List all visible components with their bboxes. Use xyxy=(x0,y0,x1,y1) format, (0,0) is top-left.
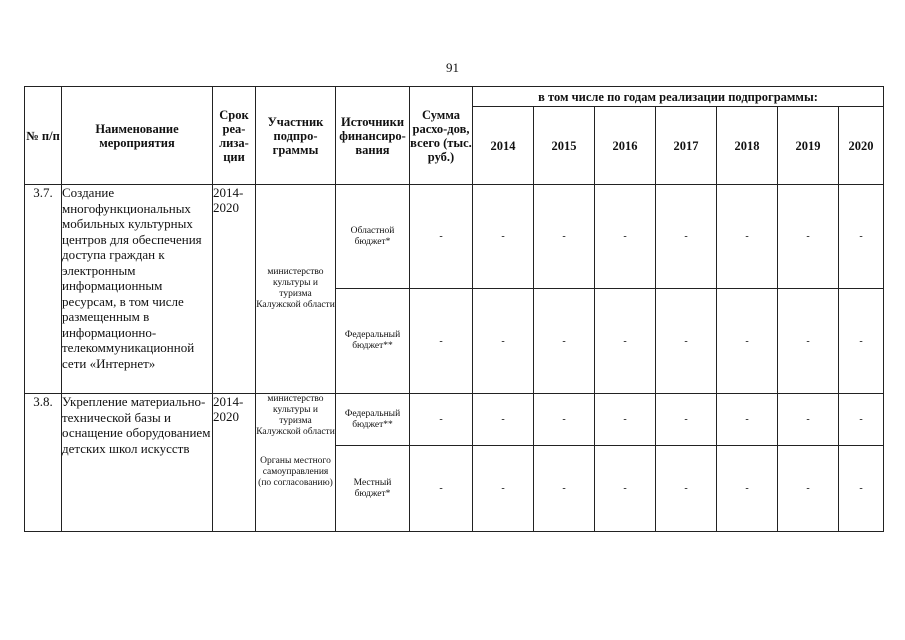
year-value: - xyxy=(534,185,595,289)
header-term: Срок реа-лиза-ции xyxy=(213,87,256,185)
activity-term: 2014-2020 xyxy=(213,394,256,532)
year-value: - xyxy=(717,289,778,394)
year-value: - xyxy=(534,394,595,446)
year-value: - xyxy=(656,289,717,394)
year-value: - xyxy=(839,394,884,446)
year-value: - xyxy=(717,446,778,532)
year-value: - xyxy=(473,289,534,394)
activity-participants xyxy=(256,394,336,532)
year-value: - xyxy=(473,446,534,532)
year-value: - xyxy=(839,289,884,394)
header-year-2020: 2020 xyxy=(839,107,884,185)
row-number: 3.7. xyxy=(25,185,62,394)
year-value: - xyxy=(534,446,595,532)
activity-name: Создание многофункциональных мобильных культурных центров для обеспечения доступа граждан к электронным информационным ресурсам, в том числе размещенным в информационно-телекоммуникационной сети «Интернет» xyxy=(62,185,213,394)
subprogram-activities-table xyxy=(24,86,884,532)
header-name: Наименование мероприятия xyxy=(62,87,213,185)
header-year-2014: 2014 xyxy=(473,107,534,185)
year-value: - xyxy=(839,446,884,532)
header-years-group: в том числе по годам реализации подпрограммы: xyxy=(473,87,884,107)
participant-ministry: министерство культуры и туризма Калужской области xyxy=(256,394,335,437)
year-value: - xyxy=(778,185,839,289)
year-value: - xyxy=(778,446,839,532)
year-value: - xyxy=(656,394,717,446)
year-value: - xyxy=(717,185,778,289)
year-value: - xyxy=(473,394,534,446)
year-value: - xyxy=(839,185,884,289)
header-year-2016: 2016 xyxy=(595,107,656,185)
year-value: - xyxy=(595,446,656,532)
year-value: - xyxy=(778,289,839,394)
sum-value: - xyxy=(410,289,473,394)
year-value: - xyxy=(717,394,778,446)
header-sum: Сумма расхо-дов, всего (тыс. руб.) xyxy=(410,87,473,185)
activity-participant: министерство культуры и туризма Калужской области xyxy=(256,185,336,394)
funding-source: Федеральный бюджет** xyxy=(336,289,410,394)
year-value: - xyxy=(656,185,717,289)
year-value: - xyxy=(473,185,534,289)
activity-name: Укрепление материально-технической базы и оснащение оборудованием детских школ искусств xyxy=(62,394,213,532)
table-row xyxy=(25,185,884,289)
activity-term: 2014-2020 xyxy=(213,185,256,394)
page-number: 91 xyxy=(446,60,459,75)
year-value: - xyxy=(595,394,656,446)
year-value: - xyxy=(778,394,839,446)
sum-value: - xyxy=(410,185,473,289)
year-value: - xyxy=(595,289,656,394)
funding-source: Федеральный бюджет** xyxy=(336,394,410,446)
table-row xyxy=(25,394,884,446)
header-year-2018: 2018 xyxy=(717,107,778,185)
funding-source: Областной бюджет* xyxy=(336,185,410,289)
header-participant: Участник подпро-граммы xyxy=(256,87,336,185)
participant-local-authorities: Органы местного самоуправления (по согласованию) xyxy=(258,456,333,488)
header-year-2017: 2017 xyxy=(656,107,717,185)
header-source: Источники финансиро-вания xyxy=(336,87,410,185)
row-number: 3.8. xyxy=(25,394,62,532)
header-num: № п/п xyxy=(25,87,62,185)
year-value: - xyxy=(595,185,656,289)
sum-value: - xyxy=(410,394,473,446)
header-year-2015: 2015 xyxy=(534,107,595,185)
year-value: - xyxy=(534,289,595,394)
year-value: - xyxy=(656,446,717,532)
sum-value: - xyxy=(410,446,473,532)
funding-source: Местный бюджет* xyxy=(336,446,410,532)
header-year-2019: 2019 xyxy=(778,107,839,185)
